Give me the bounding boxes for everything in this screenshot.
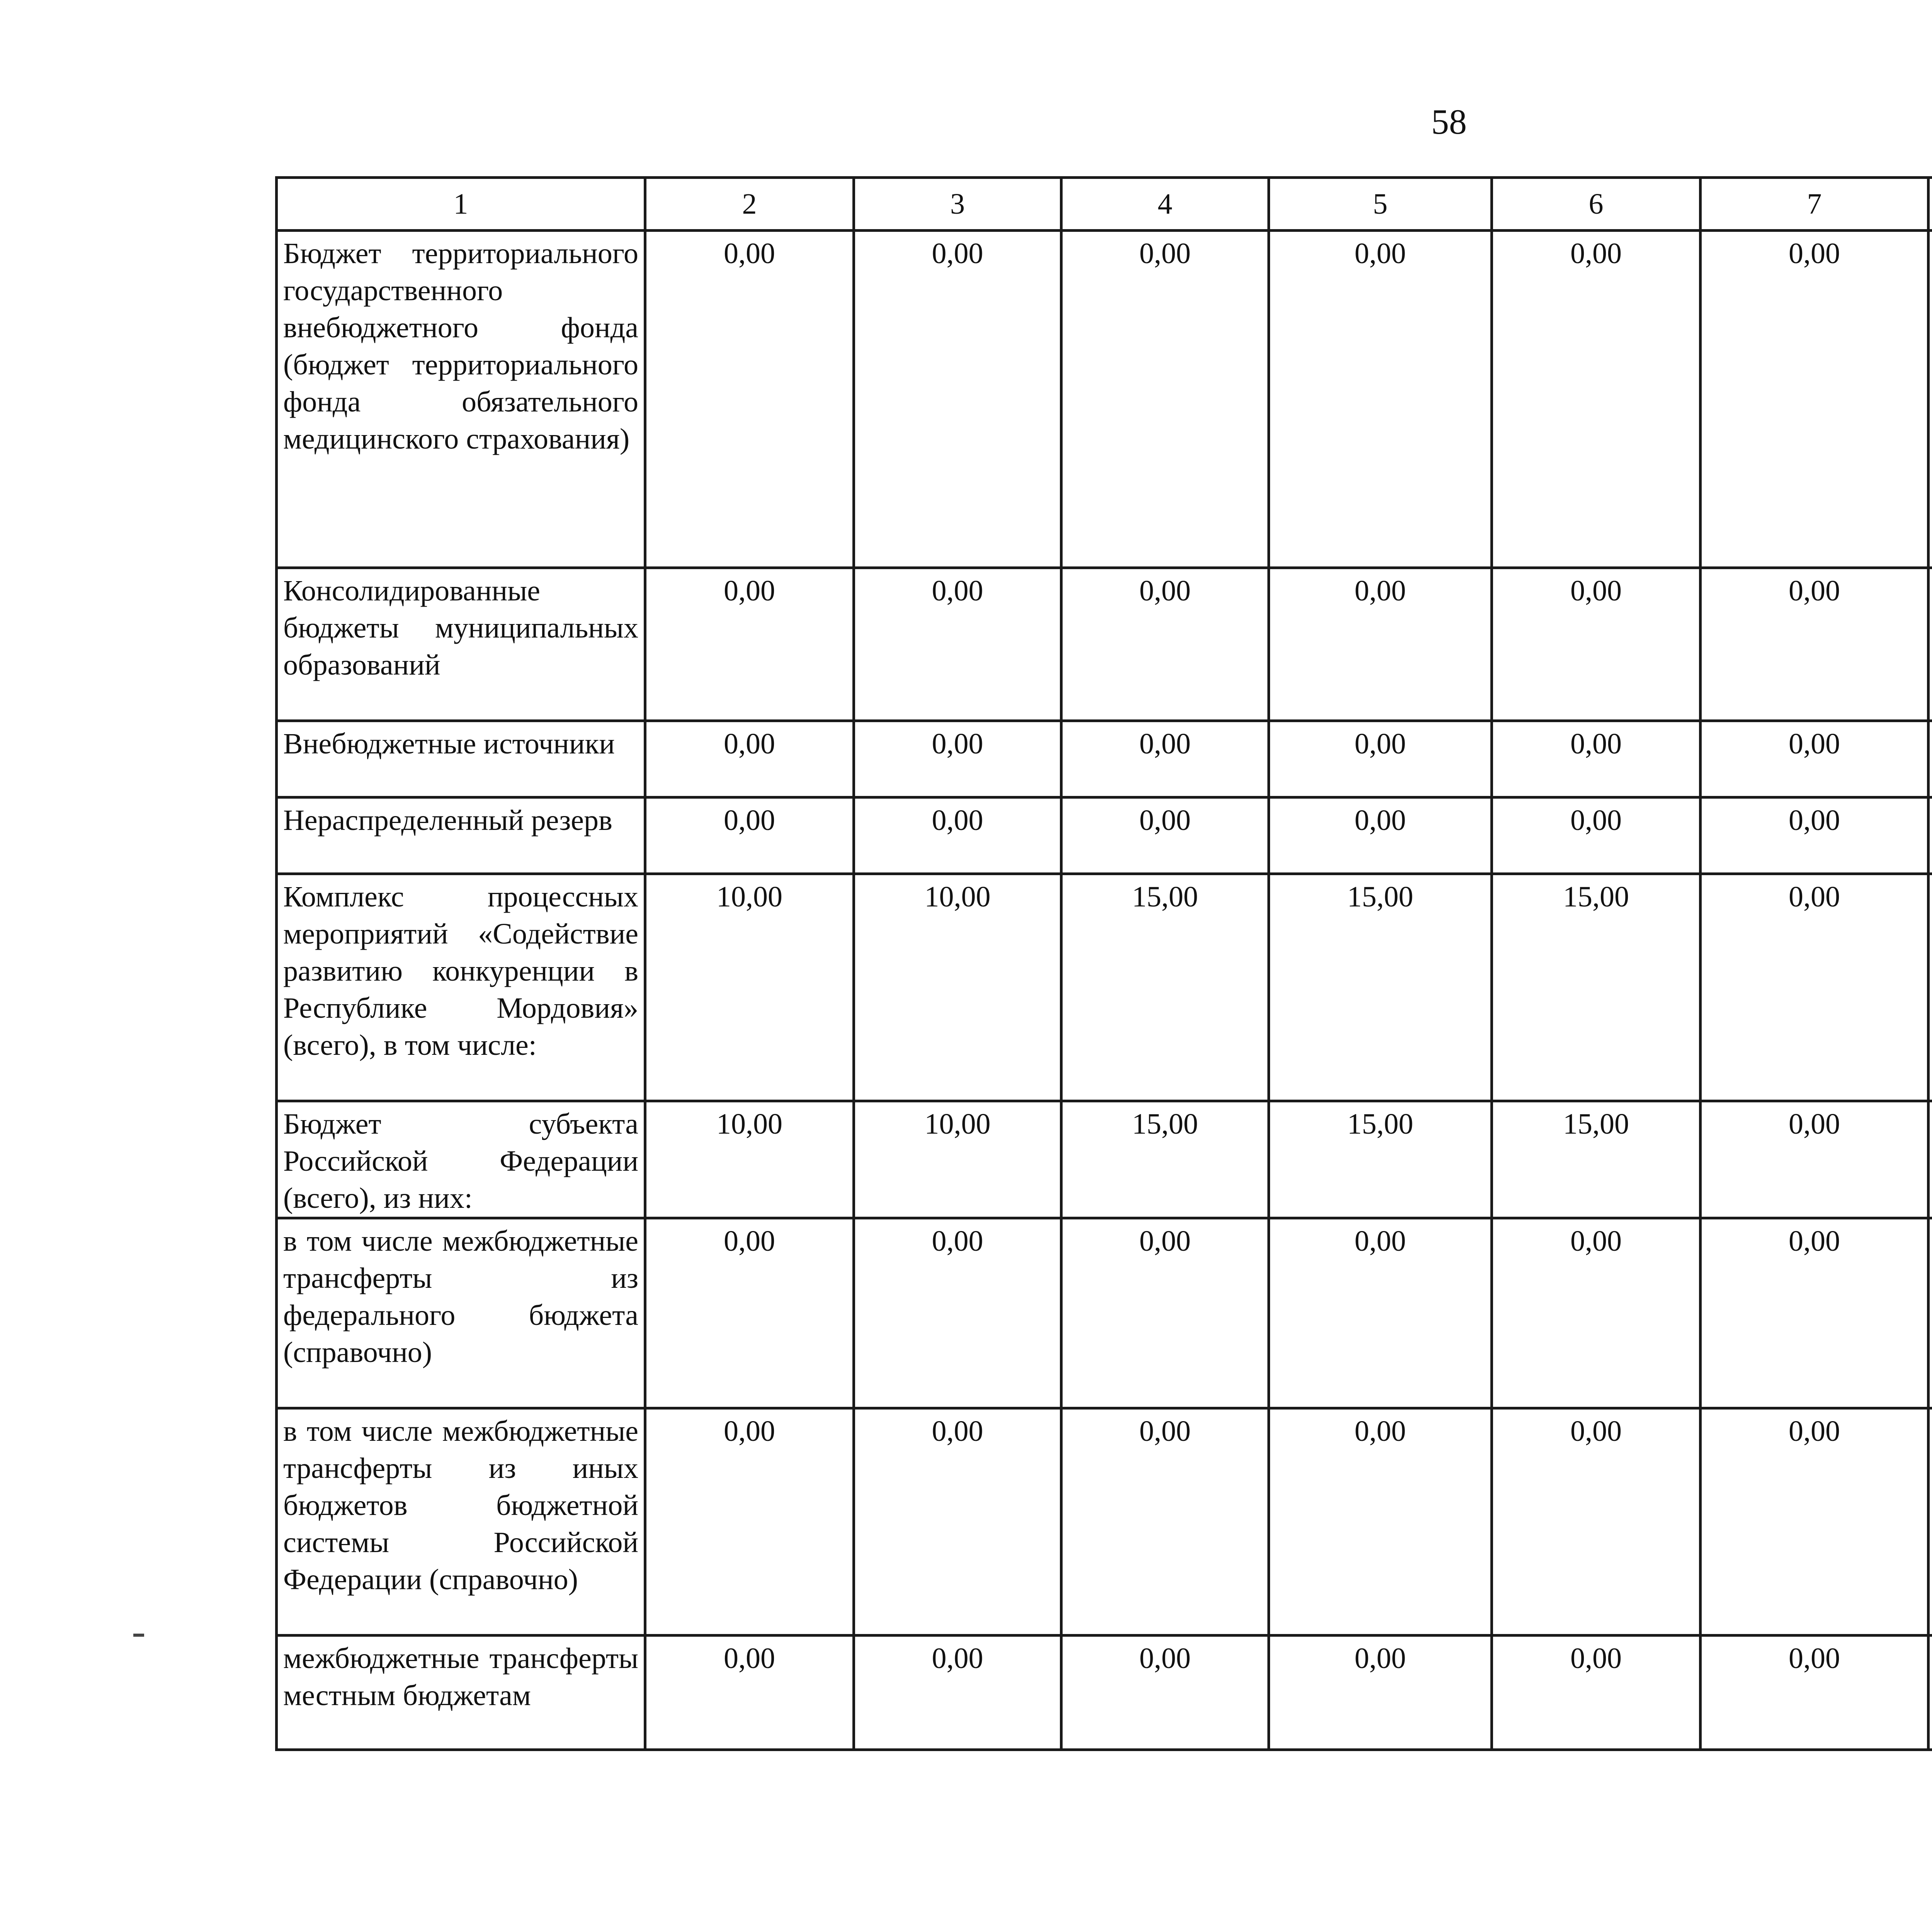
value-cell: 0,00: [1492, 231, 1701, 568]
row-label: Комплекс процессных мероприятий «Содействие развитию конкуренции в Республике Мордовия» (всего), в том числе:: [277, 874, 645, 1101]
column-header: 4: [1061, 178, 1269, 231]
value-cell: [1929, 1218, 1932, 1408]
table-row: [277, 568, 1932, 721]
value-cell: 0,00: [1061, 231, 1269, 568]
value-cell: 10,00: [854, 1101, 1061, 1218]
page-number: 58: [1431, 102, 1467, 141]
row-label: Внебюджетные источники: [277, 721, 645, 797]
value-cell: 0,00: [854, 231, 1061, 568]
value-cell: 15,00: [1061, 874, 1269, 1101]
value-cell: 0,00: [1701, 1636, 1929, 1750]
value-cell: [1929, 568, 1932, 721]
table-row: [277, 721, 1932, 797]
value-cell: [1929, 1636, 1932, 1750]
table-row: [277, 231, 1932, 568]
value-cell: 0,00: [1269, 1636, 1492, 1750]
row-label: в том числе межбюджетные трансферты из иных бюджетов бюджетной системы Российской Федерации (справочно): [277, 1408, 645, 1636]
column-header: 5: [1269, 178, 1492, 231]
row-label: Бюджет субъекта Российской Федерации (всего), из них:: [277, 1101, 645, 1218]
value-cell: 0,00: [1061, 1408, 1269, 1636]
value-cell: 0,00: [1061, 568, 1269, 721]
value-cell: 0,00: [854, 1218, 1061, 1408]
row-label: Бюджет территориального государственного внебюджетного фонда (бюджет территориального фонда обязательного медицинского страхования): [277, 231, 645, 568]
value-cell: [1929, 797, 1932, 874]
value-cell: 10,00: [645, 874, 854, 1101]
value-cell: 0,00: [1269, 721, 1492, 797]
value-cell: 0,00: [645, 1218, 854, 1408]
value-cell: 0,00: [1269, 1408, 1492, 1636]
value-cell: 0,00: [645, 721, 854, 797]
value-cell: 0,00: [645, 231, 854, 568]
value-cell: 0,00: [1492, 568, 1701, 721]
table-row: [277, 1636, 1932, 1750]
value-cell: 0,00: [645, 1408, 854, 1636]
value-cell: 0,00: [854, 797, 1061, 874]
column-header: 7: [1701, 178, 1929, 231]
value-cell: 0,00: [1061, 721, 1269, 797]
value-cell: 0,00: [1701, 1101, 1929, 1218]
value-cell: 0,00: [1492, 1218, 1701, 1408]
row-label: Консолидированные бюджеты муниципальных образований: [277, 568, 645, 721]
row-label: в том числе межбюджетные трансферты из федерального бюджета (справочно): [277, 1218, 645, 1408]
table-row: [277, 797, 1932, 874]
value-cell: 0,00: [1269, 568, 1492, 721]
column-header: 6: [1492, 178, 1701, 231]
value-cell: 0,00: [1492, 1408, 1701, 1636]
scan-mark: [133, 1634, 144, 1637]
value-cell: 0,00: [1701, 231, 1929, 568]
column-header: 2: [645, 178, 854, 231]
row-label: Нераспределенный резерв: [277, 797, 645, 874]
table-row: [277, 874, 1932, 1101]
column-header: 3: [854, 178, 1061, 231]
table-row: [277, 1218, 1932, 1408]
value-cell: 10,00: [854, 874, 1061, 1101]
value-cell: 0,00: [1701, 1218, 1929, 1408]
value-cell: 15,00: [1269, 874, 1492, 1101]
column-header: 1: [277, 178, 645, 231]
value-cell: 0,00: [1701, 797, 1929, 874]
value-cell: 0,00: [1492, 721, 1701, 797]
value-cell: 0,00: [1269, 1218, 1492, 1408]
value-cell: 0,00: [1701, 874, 1929, 1101]
table-header-row: [277, 178, 1932, 231]
value-cell: 15,00: [1492, 1101, 1701, 1218]
value-cell: 0,00: [645, 568, 854, 721]
value-cell: 0,00: [1492, 797, 1701, 874]
value-cell: 0,00: [1269, 797, 1492, 874]
value-cell: [1929, 231, 1932, 568]
value-cell: 0,00: [645, 1636, 854, 1750]
value-cell: 0,00: [1701, 721, 1929, 797]
value-cell: [1929, 1408, 1932, 1636]
value-cell: 0,00: [1061, 1218, 1269, 1408]
value-cell: 15,00: [1061, 1101, 1269, 1218]
row-label: межбюджетные трансферты местным бюджетам: [277, 1636, 645, 1750]
value-cell: 0,00: [1492, 1636, 1701, 1750]
value-cell: 0,00: [1269, 231, 1492, 568]
table-row: [277, 1101, 1932, 1218]
value-cell: [1929, 1101, 1932, 1218]
value-cell: 15,00: [1492, 874, 1701, 1101]
value-cell: 0,00: [1701, 1408, 1929, 1636]
value-cell: [1929, 874, 1932, 1101]
value-cell: 0,00: [1701, 568, 1929, 721]
value-cell: 0,00: [854, 721, 1061, 797]
value-cell: 10,00: [645, 1101, 854, 1218]
value-cell: 0,00: [645, 797, 854, 874]
table-row: [277, 1408, 1932, 1636]
value-cell: [1929, 721, 1932, 797]
value-cell: 15,00: [1269, 1101, 1492, 1218]
budget-table: [275, 176, 1932, 1751]
value-cell: 0,00: [1061, 1636, 1269, 1750]
value-cell: 0,00: [854, 568, 1061, 721]
value-cell: 0,00: [854, 1408, 1061, 1636]
value-cell: 0,00: [854, 1636, 1061, 1750]
column-header: [1929, 178, 1932, 231]
value-cell: 0,00: [1061, 797, 1269, 874]
